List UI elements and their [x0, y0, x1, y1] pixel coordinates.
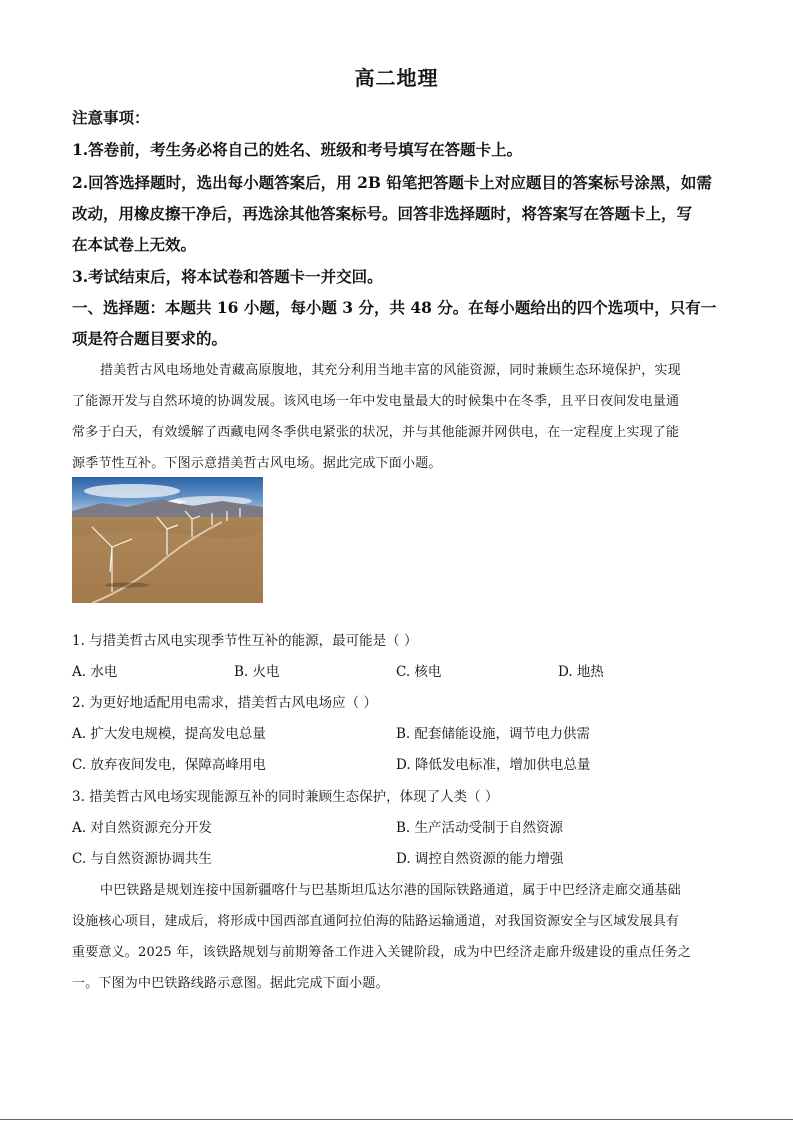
- question-1-option-d: D. 地热: [558, 664, 604, 680]
- notice-heading: 注意事项：: [72, 108, 150, 127]
- notice-item-1: 1.答卷前，考生务必将自己的姓名、班级和考号填写在答题卡上。: [72, 140, 523, 159]
- question-1-option-c: C. 核电: [396, 664, 442, 680]
- section-heading-line-1: 一、选择题：本题共 16 小题，每小题 3 分，共 48 分。在每小题给出的四个选项中，只有一: [72, 298, 717, 317]
- notice-item-2-line-3: 在本试卷上无效。: [72, 235, 197, 254]
- passage2-line-4: 一。下图为中巴铁路线路示意图。据此完成下面小题。: [72, 976, 389, 991]
- notice-item-3: 3.考试结束后，将本试卷和答题卡一并交回。: [72, 267, 383, 286]
- question-1-option-a: A. 水电: [72, 664, 118, 680]
- question-3-option-c: C. 与自然资源协调共生: [72, 851, 212, 867]
- passage2-line-2: 设施核心项目，建成后，将形成中国西部直通阿拉伯海的陆路运输通道，对我国资源安全与区域发展具有: [72, 914, 680, 929]
- question-3-option-d: D. 调控自然资源的能力增强: [396, 851, 564, 867]
- page-bottom-rule: [0, 1119, 793, 1120]
- wind-farm-photo: [72, 477, 263, 603]
- passage2-line-3: 重要意义。2025 年，该铁路规划与前期筹备工作进入关键阶段，成为中巴经济走廊升级建设的重点任务之: [72, 945, 692, 960]
- passage2-line-1: 中巴铁路是规划连接中国新疆喀什与巴基斯坦瓜达尔港的国际铁路通道，属于中巴经济走廊交通基础: [100, 883, 681, 898]
- question-2-option-c: C. 放弃夜间发电，保障高峰用电: [72, 757, 266, 773]
- passage1-line-4: 源季节性互补。下图示意措美哲古风电场。据此完成下面小题。: [72, 456, 442, 471]
- question-2-option-a: A. 扩大发电规模，提高发电总量: [72, 726, 266, 742]
- passage1-line-3: 常多于白天，有效缓解了西藏电网冬季供电紧张的状况，并与其他能源并网供电，在一定程度上实现了能: [72, 425, 680, 440]
- passage1-line-2: 了能源开发与自然环境的协调发展。该风电场一年中发电量最大的时候集中在冬季，且平日夜间发电量通: [72, 394, 680, 409]
- question-1-option-b: B. 火电: [234, 664, 280, 680]
- notice-item-2-line-2: 改动，用橡皮擦干净后，再选涂其他答案标号。回答非选择题时，将答案写在答题卡上，写: [72, 204, 693, 223]
- question-1-stem: 1. 与措美哲古风电实现季节性互补的能源，最可能是（ ）: [72, 633, 418, 649]
- section-heading-line-2: 项是符合题目要求的。: [72, 329, 228, 348]
- page-title: 高二地理: [354, 66, 439, 90]
- notice-item-2-line-1: 2.回答选择题时，选出每小题答案后，用 2B 铅笔把答题卡上对应题目的答案标号涂黑，如需: [72, 173, 712, 192]
- question-2-stem: 2. 为更好地适配用电需求，措美哲古风电场应（ ）: [72, 695, 377, 711]
- question-2-option-d: D. 降低发电标准，增加供电总量: [396, 757, 591, 773]
- passage1-line-1: 措美哲古风电场地处青藏高原腹地，其充分利用当地丰富的风能资源，同时兼顾生态环境保护，实现: [100, 363, 681, 378]
- question-3-option-a: A. 对自然资源充分开发: [72, 820, 212, 836]
- question-2-option-b: B. 配套储能设施，调节电力供需: [396, 726, 591, 742]
- question-3-stem: 3. 措美哲古风电场实现能源互补的同时兼顾生态保护，体现了人类（ ）: [72, 789, 499, 805]
- question-3-option-b: B. 生产活动受制于自然资源: [396, 820, 564, 836]
